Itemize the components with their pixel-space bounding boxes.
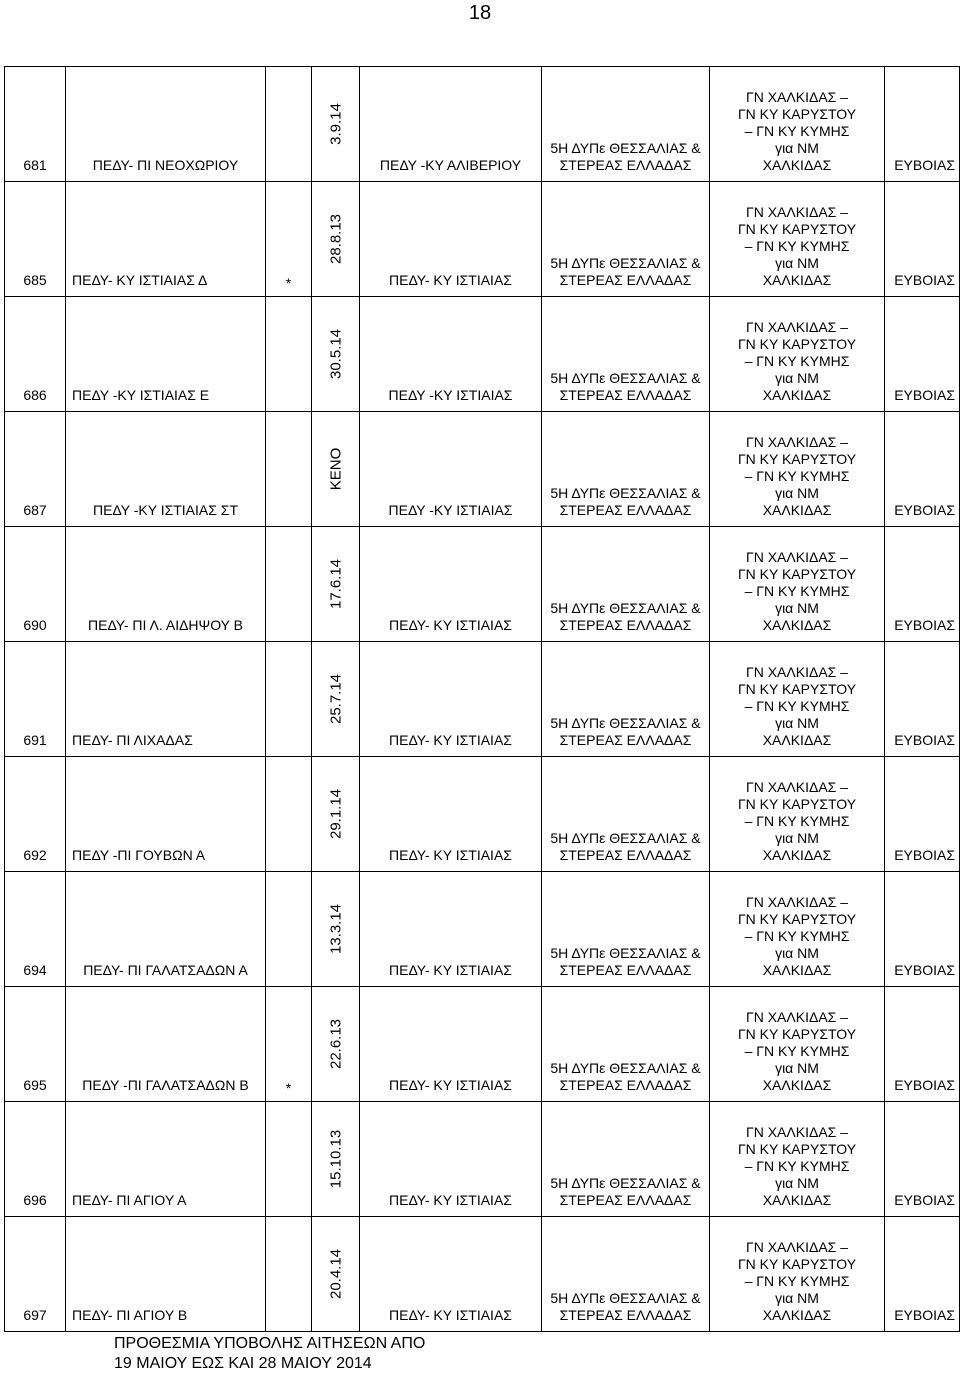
row-region: 5Η ΔΥΠε ΘΕΣΣΑΛΙΑΣ & ΣΤΕΡΕΑΣ ΕΛΛΑΔΑΣ xyxy=(542,1102,710,1217)
table-row xyxy=(5,182,960,297)
row-prefecture: ΕΥΒΟΙΑΣ xyxy=(885,297,960,412)
row-school: ΠΕΔΥ- ΚΥ ΙΣΤΙΑΙΑΣ Δ xyxy=(66,182,266,297)
table-row xyxy=(5,1217,960,1332)
row-directorate: ΓΝ ΧΑΛΚΙΔΑΣ – ΓΝ ΚΥ ΚΑΡΥΣΤΟΥ – ΓΝ ΚΥ ΚΥΜΗΣ για ΝΜ ΧΑΛΚΙΔΑΣ xyxy=(710,1217,885,1332)
row-directorate: ΓΝ ΧΑΛΚΙΔΑΣ – ΓΝ ΚΥ ΚΑΡΥΣΤΟΥ – ΓΝ ΚΥ ΚΥΜΗΣ για ΝΜ ΧΑΛΚΙΔΑΣ xyxy=(710,757,885,872)
row-unit: ΠΕΔΥ- ΚΥ ΙΣΤΙΑΙΑΣ xyxy=(360,1217,542,1332)
table-row xyxy=(5,987,960,1102)
row-prefecture: ΕΥΒΟΙΑΣ xyxy=(885,987,960,1102)
row-code: 696 xyxy=(5,1102,66,1217)
row-date xyxy=(312,987,360,1102)
row-code: 686 xyxy=(5,297,66,412)
row-code: 690 xyxy=(5,527,66,642)
table-row xyxy=(5,527,960,642)
row-school: ΠΕΔΥ- ΠΙ Λ. ΑΙΔΗΨΟΥ Β xyxy=(66,527,266,642)
row-unit: ΠΕΔΥ- ΚΥ ΙΣΤΙΑΙΑΣ xyxy=(360,1102,542,1217)
row-region: 5Η ΔΥΠε ΘΕΣΣΑΛΙΑΣ & ΣΤΕΡΕΑΣ ΕΛΛΑΔΑΣ xyxy=(542,182,710,297)
row-date xyxy=(312,527,360,642)
row-school: ΠΕΔΥ- ΠΙ ΑΓΙΟΥ Β xyxy=(66,1217,266,1332)
row-region: 5Η ΔΥΠε ΘΕΣΣΑΛΙΑΣ & ΣΤΕΡΕΑΣ ΕΛΛΑΔΑΣ xyxy=(542,412,710,527)
row-school: ΠΕΔΥ -ΠΙ ΓΟΥΒΩΝ Α xyxy=(66,757,266,872)
row-unit: ΠΕΔΥ- ΚΥ ΙΣΤΙΑΙΑΣ xyxy=(360,987,542,1102)
row-code: 692 xyxy=(5,757,66,872)
row-star: * xyxy=(266,987,312,1102)
row-date-text: 13.3.14 xyxy=(327,903,344,955)
row-directorate: ΓΝ ΧΑΛΚΙΔΑΣ – ΓΝ ΚΥ ΚΑΡΥΣΤΟΥ – ΓΝ ΚΥ ΚΥΜΗΣ για ΝΜ ΧΑΛΚΙΔΑΣ xyxy=(710,1102,885,1217)
row-directorate: ΓΝ ΧΑΛΚΙΔΑΣ – ΓΝ ΚΥ ΚΑΡΥΣΤΟΥ – ΓΝ ΚΥ ΚΥΜΗΣ για ΝΜ ΧΑΛΚΙΔΑΣ xyxy=(710,412,885,527)
page-number: 18 xyxy=(468,2,492,24)
row-code: 685 xyxy=(5,182,66,297)
table-row xyxy=(5,297,960,412)
row-date-text: 28.8.13 xyxy=(327,213,344,265)
row-region: 5Η ΔΥΠε ΘΕΣΣΑΛΙΑΣ & ΣΤΕΡΕΑΣ ΕΛΛΑΔΑΣ xyxy=(542,527,710,642)
row-star xyxy=(266,67,312,182)
row-region: 5Η ΔΥΠε ΘΕΣΣΑΛΙΑΣ & ΣΤΕΡΕΑΣ ΕΛΛΑΔΑΣ xyxy=(542,642,710,757)
row-directorate: ΓΝ ΧΑΛΚΙΔΑΣ – ΓΝ ΚΥ ΚΑΡΥΣΤΟΥ – ΓΝ ΚΥ ΚΥΜΗΣ για ΝΜ ΧΑΛΚΙΔΑΣ xyxy=(710,67,885,182)
application-deadline-note: ΠΡΟΘΕΣΜΙΑ ΥΠΟΒΟΛΗΣ ΑΙΤΗΣΕΩΝ ΑΠΟ 19 ΜΑΙΟΥ ΕΩΣ ΚΑΙ 28 ΜΑΙΟΥ 2014 xyxy=(114,1335,426,1372)
row-school: ΠΕΔΥ -ΠΙ ΓΑΛΑΤΣΑΔΩΝ Β xyxy=(66,987,266,1102)
table-row xyxy=(5,1102,960,1217)
row-date-text: 30.5.14 xyxy=(327,328,344,380)
row-unit: ΠΕΔΥ- ΚΥ ΙΣΤΙΑΙΑΣ xyxy=(360,527,542,642)
row-directorate: ΓΝ ΧΑΛΚΙΔΑΣ – ΓΝ ΚΥ ΚΑΡΥΣΤΟΥ – ΓΝ ΚΥ ΚΥΜΗΣ για ΝΜ ΧΑΛΚΙΔΑΣ xyxy=(710,527,885,642)
row-code: 694 xyxy=(5,872,66,987)
row-directorate: ΓΝ ΧΑΛΚΙΔΑΣ – ΓΝ ΚΥ ΚΑΡΥΣΤΟΥ – ΓΝ ΚΥ ΚΥΜΗΣ για ΝΜ ΧΑΛΚΙΔΑΣ xyxy=(710,987,885,1102)
row-date xyxy=(312,67,360,182)
row-date xyxy=(312,872,360,987)
row-unit: ΠΕΔΥ -ΚΥ ΑΛΙΒΕΡΙΟΥ xyxy=(360,67,542,182)
row-date-text: 25.7.14 xyxy=(327,673,344,725)
row-date xyxy=(312,412,360,527)
row-star xyxy=(266,297,312,412)
row-date-text: ΚΕΝΟ xyxy=(327,447,344,491)
row-region: 5Η ΔΥΠε ΘΕΣΣΑΛΙΑΣ & ΣΤΕΡΕΑΣ ΕΛΛΑΔΑΣ xyxy=(542,1217,710,1332)
row-code: 697 xyxy=(5,1217,66,1332)
row-directorate: ΓΝ ΧΑΛΚΙΔΑΣ – ΓΝ ΚΥ ΚΑΡΥΣΤΟΥ – ΓΝ ΚΥ ΚΥΜΗΣ για ΝΜ ΧΑΛΚΙΔΑΣ xyxy=(710,182,885,297)
row-school: ΠΕΔΥ- ΠΙ ΛΙΧΑΔΑΣ xyxy=(66,642,266,757)
row-date-text: 29.1.14 xyxy=(327,788,344,840)
row-directorate: ΓΝ ΧΑΛΚΙΔΑΣ – ΓΝ ΚΥ ΚΑΡΥΣΤΟΥ – ΓΝ ΚΥ ΚΥΜΗΣ για ΝΜ ΧΑΛΚΙΔΑΣ xyxy=(710,642,885,757)
row-date-text: 15.10.13 xyxy=(327,1129,344,1189)
row-unit: ΠΕΔΥ- ΚΥ ΙΣΤΙΑΙΑΣ xyxy=(360,642,542,757)
row-code: 695 xyxy=(5,987,66,1102)
row-star xyxy=(266,642,312,757)
row-date xyxy=(312,1102,360,1217)
row-school: ΠΕΔΥ- ΠΙ ΓΑΛΑΤΣΑΔΩΝ Α xyxy=(66,872,266,987)
row-region: 5Η ΔΥΠε ΘΕΣΣΑΛΙΑΣ & ΣΤΕΡΕΑΣ ΕΛΛΑΔΑΣ xyxy=(542,872,710,987)
row-prefecture: ΕΥΒΟΙΑΣ xyxy=(885,1217,960,1332)
row-prefecture: ΕΥΒΟΙΑΣ xyxy=(885,757,960,872)
row-star xyxy=(266,1102,312,1217)
row-school: ΠΕΔΥ- ΠΙ ΝΕΟΧΩΡΙΟΥ xyxy=(66,67,266,182)
row-date-text: 3.9.14 xyxy=(327,103,344,145)
row-date-text: 20.4.14 xyxy=(327,1248,344,1300)
row-date xyxy=(312,182,360,297)
row-region: 5Η ΔΥΠε ΘΕΣΣΑΛΙΑΣ & ΣΤΕΡΕΑΣ ΕΛΛΑΔΑΣ xyxy=(542,297,710,412)
row-unit: ΠΕΔΥ -ΚΥ ΙΣΤΙΑΙΑΣ xyxy=(360,297,542,412)
row-region: 5Η ΔΥΠε ΘΕΣΣΑΛΙΑΣ & ΣΤΕΡΕΑΣ ΕΛΛΑΔΑΣ xyxy=(542,757,710,872)
row-school: ΠΕΔΥ- ΠΙ ΑΓΙΟΥ Α xyxy=(66,1102,266,1217)
row-prefecture: ΕΥΒΟΙΑΣ xyxy=(885,642,960,757)
row-date xyxy=(312,297,360,412)
row-star xyxy=(266,757,312,872)
row-code: 687 xyxy=(5,412,66,527)
row-region: 5Η ΔΥΠε ΘΕΣΣΑΛΙΑΣ & ΣΤΕΡΕΑΣ ΕΛΛΑΔΑΣ xyxy=(542,67,710,182)
row-date-text: 17.6.14 xyxy=(327,558,344,610)
table-row xyxy=(5,67,960,182)
row-school: ΠΕΔΥ -ΚΥ ΙΣΤΙΑΙΑΣ Ε xyxy=(66,297,266,412)
row-unit: ΠΕΔΥ- ΚΥ ΙΣΤΙΑΙΑΣ xyxy=(360,872,542,987)
row-code: 681 xyxy=(5,67,66,182)
row-star xyxy=(266,412,312,527)
table-row xyxy=(5,412,960,527)
row-prefecture: ΕΥΒΟΙΑΣ xyxy=(885,412,960,527)
row-star xyxy=(266,527,312,642)
row-star: * xyxy=(266,182,312,297)
row-star xyxy=(266,872,312,987)
row-date-text: 22.6.13 xyxy=(327,1018,344,1070)
table-row xyxy=(5,757,960,872)
row-date xyxy=(312,642,360,757)
row-prefecture: ΕΥΒΟΙΑΣ xyxy=(885,1102,960,1217)
row-date xyxy=(312,1217,360,1332)
row-unit: ΠΕΔΥ -ΚΥ ΙΣΤΙΑΙΑΣ xyxy=(360,412,542,527)
row-directorate: ΓΝ ΧΑΛΚΙΔΑΣ – ΓΝ ΚΥ ΚΑΡΥΣΤΟΥ – ΓΝ ΚΥ ΚΥΜΗΣ για ΝΜ ΧΑΛΚΙΔΑΣ xyxy=(710,297,885,412)
table-row xyxy=(5,872,960,987)
row-code: 691 xyxy=(5,642,66,757)
row-star xyxy=(266,1217,312,1332)
row-prefecture: ΕΥΒΟΙΑΣ xyxy=(885,527,960,642)
row-unit: ΠΕΔΥ- ΚΥ ΙΣΤΙΑΙΑΣ xyxy=(360,182,542,297)
row-prefecture: ΕΥΒΟΙΑΣ xyxy=(885,182,960,297)
row-prefecture: ΕΥΒΟΙΑΣ xyxy=(885,67,960,182)
row-directorate: ΓΝ ΧΑΛΚΙΔΑΣ – ΓΝ ΚΥ ΚΑΡΥΣΤΟΥ – ΓΝ ΚΥ ΚΥΜΗΣ για ΝΜ ΧΑΛΚΙΔΑΣ xyxy=(710,872,885,987)
row-prefecture: ΕΥΒΟΙΑΣ xyxy=(885,872,960,987)
row-unit: ΠΕΔΥ- ΚΥ ΙΣΤΙΑΙΑΣ xyxy=(360,757,542,872)
table-row xyxy=(5,642,960,757)
row-school: ΠΕΔΥ -ΚΥ ΙΣΤΙΑΙΑΣ ΣΤ xyxy=(66,412,266,527)
row-region: 5Η ΔΥΠε ΘΕΣΣΑΛΙΑΣ & ΣΤΕΡΕΑΣ ΕΛΛΑΔΑΣ xyxy=(542,987,710,1102)
positions-table xyxy=(4,66,960,1332)
row-date xyxy=(312,757,360,872)
